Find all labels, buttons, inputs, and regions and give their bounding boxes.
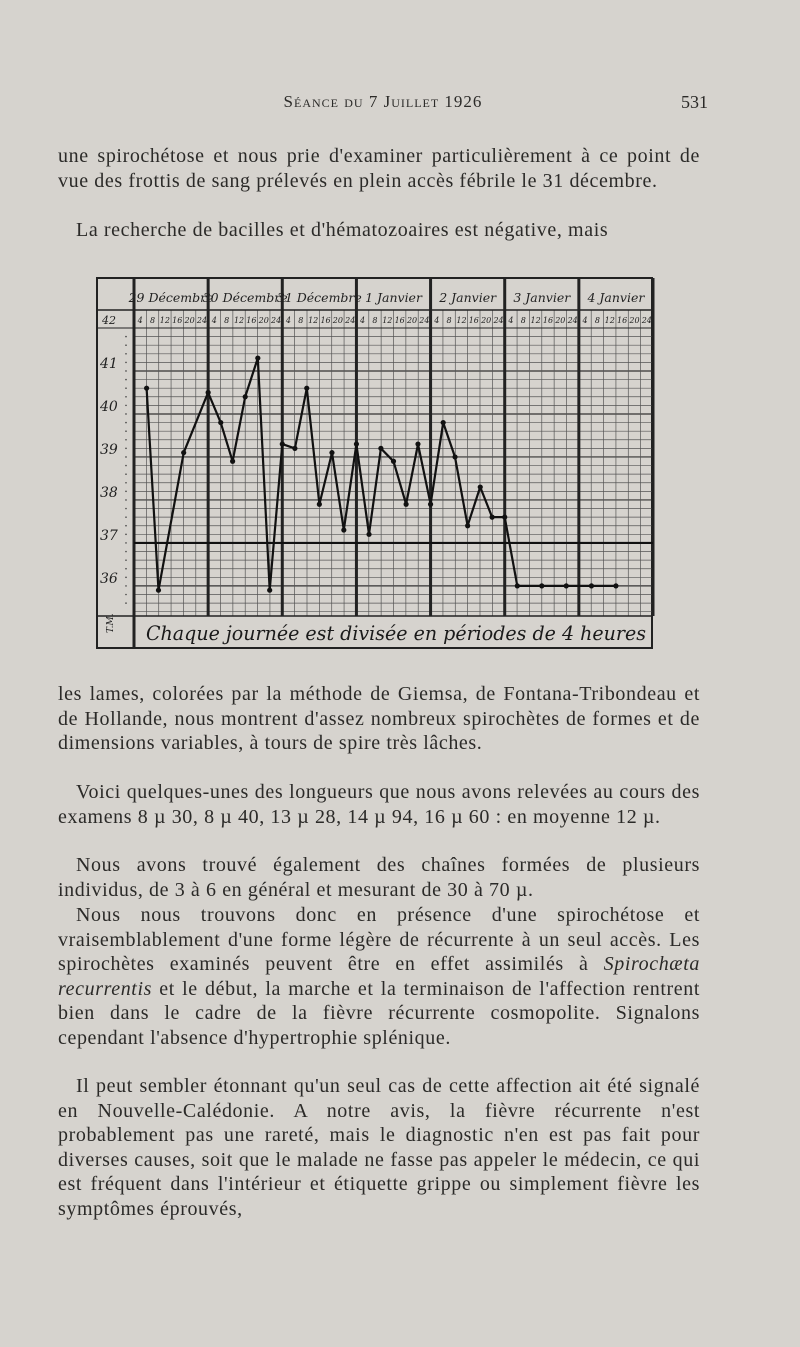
hour-tick-label: 20: [629, 316, 640, 325]
y-axis-label: 36: [100, 570, 118, 587]
temperature-point: [255, 355, 260, 360]
hour-tick-label: 8: [446, 316, 452, 325]
paragraph-4: Voici quelques-unes des longueurs que nous avons relevées au cours des examens 8 µ 30, 8 µ 40, 13 µ 28, 14 µ 94, 16 µ 60 : en moyenne 12 µ.: [58, 781, 700, 828]
hour-tick-label: 16: [468, 316, 479, 325]
temperature-point: [144, 386, 149, 391]
temperature-point: [230, 459, 235, 464]
scale-dot: [125, 396, 127, 398]
hour-tick-label: 4: [285, 316, 292, 325]
hour-tick-label: 8: [594, 316, 600, 325]
scale-dot: [125, 439, 127, 441]
temperature-point: [490, 515, 495, 520]
hour-tick-label: 4: [360, 316, 366, 325]
hour-tick-label: 8: [224, 316, 230, 325]
day-label: 3 Janvier: [513, 290, 571, 305]
hour-tick-label: 8: [298, 316, 304, 325]
temperature-point: [341, 527, 346, 532]
scale-dot: [125, 413, 127, 415]
hour-tick-label: 20: [184, 316, 195, 325]
day-label: 1 Janvier: [365, 290, 422, 305]
scale-dot: [125, 370, 127, 372]
hour-tick-label: 24: [419, 316, 430, 325]
hour-tick-label: 20: [332, 316, 343, 325]
scale-dot: [125, 387, 127, 389]
temperature-point: [304, 386, 309, 391]
hour-tick-label: 16: [542, 316, 554, 325]
hour-tick-label: 16: [172, 316, 183, 325]
temperature-point: [539, 583, 544, 588]
running-title: Séance du 7 Juillet 1926: [283, 92, 483, 111]
hour-tick-label: 12: [233, 316, 245, 325]
paragraph-3: les lames, colorées par la méthode de Giemsa, de Fontana-Tribondeau et de Hollande, nous montrent d'assez nombreux spirochètes de formes et de dimensions variables, à tours de spire très lâches.: [58, 683, 700, 755]
temperature-point: [329, 450, 334, 455]
hour-tick-label: 20: [258, 316, 269, 325]
hour-tick-label: 16: [617, 316, 628, 325]
paragraph-6-part-c: et le début, la marche et la terminaison de l'affection rentrent bien dans le cadre de la fièvre récurrente cosmopolite. Signalons cependant l'absence d'hypertrophie splénique.: [58, 977, 700, 1049]
page-header: [58, 92, 708, 122]
scale-dot: [125, 456, 127, 458]
scale-dot: [125, 465, 127, 467]
temperature-point: [478, 484, 483, 489]
temperature-point: [206, 390, 211, 395]
y-axis-top-label: 42: [102, 314, 116, 327]
temperature-point: [156, 588, 161, 593]
temperature-point: [317, 502, 322, 507]
hour-tick-label: 16: [394, 316, 405, 325]
scale-dot: [125, 585, 127, 587]
scale-dot: [125, 542, 127, 544]
temperature-point: [465, 523, 470, 528]
temperature-point: [391, 459, 396, 464]
species-name: Spirochæta recurrentis: [58, 953, 700, 1000]
day-label: 30 Décembre: [202, 290, 288, 305]
temperature-point: [452, 454, 457, 459]
temperature-chart: [96, 276, 656, 652]
paragraph-2: La recherche de bacilles et d'hématozoaires est négative, mais: [76, 219, 609, 241]
day-label: 29 Décembre: [128, 290, 214, 305]
hour-tick-label: 20: [481, 316, 492, 325]
scale-dot: [125, 491, 127, 493]
scale-dot: [125, 559, 127, 561]
temperature-point: [515, 583, 520, 588]
temperature-point: [366, 532, 371, 537]
hour-tick-label: 16: [246, 316, 257, 325]
scale-dot: [125, 534, 127, 536]
scale-dot: [125, 362, 127, 364]
day-label: 4 Janvier: [587, 290, 645, 305]
hour-tick-label: 24: [493, 316, 504, 325]
paragraph-5: Nous avons trouvé également des chaînes formées de plusieurs individus, de 3 à 6 en général et mesurant de 30 à 70 µ.: [58, 854, 700, 901]
y-axis-label: 40: [100, 398, 118, 415]
hour-tick-label: 4: [508, 316, 514, 325]
hour-tick-label: 8: [149, 316, 156, 325]
y-axis-label: 37: [100, 527, 118, 544]
chart-caption: Chaque journée est divisée en périodes de 4 heures: [146, 621, 646, 645]
paragraph-1: une spirochétose et nous prie d'examiner particulièrement à ce point de vue des frottis de sang prélevés en plein accès fébrile le 31 décembre.: [58, 145, 700, 192]
scale-dot: [125, 508, 127, 510]
hour-tick-label: 12: [308, 316, 319, 325]
paragraph-6-part-a: Nous nous trouvons donc en présence d'une spirochétose et vraisemblablement d'une forme légère de récurrente à un seul accès. Les spirochètes examinés peuvent être en effet assimilés à: [58, 904, 700, 976]
scale-dot: [125, 499, 127, 501]
row-label: T.M.: [106, 613, 116, 633]
scale-dot: [125, 516, 127, 518]
hour-tick-label: 12: [382, 316, 393, 325]
y-axis-label: 39: [100, 441, 118, 458]
scale-dot: [125, 448, 127, 450]
temperature-point: [218, 420, 223, 425]
scale-dot: [125, 482, 127, 484]
temperature-point: [292, 446, 297, 451]
hour-tick-label: 24: [567, 316, 578, 325]
scale-dot: [125, 602, 127, 604]
scale-dot: [125, 422, 127, 424]
day-label: 2 Janvier: [439, 290, 497, 305]
hour-tick-label: 4: [582, 316, 588, 325]
page-number: 531: [681, 92, 708, 112]
scale-dot: [125, 353, 127, 355]
scale-dot: [125, 577, 127, 579]
temperature-point: [404, 502, 409, 507]
hour-tick-label: 20: [555, 316, 566, 325]
temperature-point: [428, 502, 433, 507]
scale-dot: [125, 344, 127, 346]
scale-dot: [125, 379, 127, 381]
temperature-point: [502, 515, 507, 520]
hour-tick-label: 12: [604, 316, 615, 325]
temperature-point: [267, 588, 272, 593]
hour-tick-label: 16: [320, 316, 331, 325]
hour-tick-label: 20: [406, 316, 418, 325]
hour-tick-label: 12: [530, 316, 541, 325]
scale-dot: [125, 568, 127, 570]
hour-tick-label: 24: [641, 316, 652, 325]
temperature-point: [354, 441, 359, 446]
hour-tick-label: 8: [372, 316, 378, 325]
hour-tick-label: 12: [456, 316, 467, 325]
temperature-point: [564, 583, 569, 588]
temperature-point: [613, 583, 618, 588]
scale-dot: [125, 430, 127, 432]
hour-tick-label: 4: [211, 316, 217, 325]
hour-tick-label: 24: [196, 316, 208, 325]
paragraph-6: [58, 903, 700, 1051]
hour-tick-label: 8: [520, 316, 526, 325]
scale-dot: [125, 405, 127, 407]
chart-frame: [97, 278, 652, 648]
temperature-point: [589, 583, 594, 588]
temperature-point: [441, 420, 446, 425]
temperature-point: [243, 394, 248, 399]
scale-dot: [125, 594, 127, 596]
scale-dot: [125, 473, 127, 475]
temperature-point: [280, 441, 285, 446]
temperature-point: [415, 441, 420, 446]
scale-dot: [125, 336, 127, 338]
scale-dot: [125, 551, 127, 553]
hour-tick-label: 12: [159, 316, 170, 325]
temperature-chart-svg: [96, 276, 656, 652]
day-label: 31 Décembre: [276, 290, 362, 305]
hour-tick-label: 24: [345, 316, 356, 325]
scale-dot: [125, 525, 127, 527]
paragraph-7: Il peut sembler étonnant qu'un seul cas de cette affection ait été signalé en Nouvelle-Calédonie. A notre avis, la fièvre récurrente n'est probablement pas une rareté, mais le diagnostic n'en est pas fait pour diverses causes, soit que le malade ne fasse pas appeler le médecin, ce qui est fréquent dans l'intérieur et étiquette grippe ou simplement fièvre les symptômes éprouvés,: [58, 1075, 700, 1220]
temperature-point: [378, 446, 383, 451]
y-axis-label: 41: [100, 355, 118, 372]
temperature-point: [181, 450, 186, 455]
hour-tick-label: 4: [434, 316, 440, 325]
y-axis-label: 38: [100, 484, 118, 501]
hour-tick-label: 24: [271, 316, 282, 325]
hour-tick-label: 4: [137, 316, 143, 325]
